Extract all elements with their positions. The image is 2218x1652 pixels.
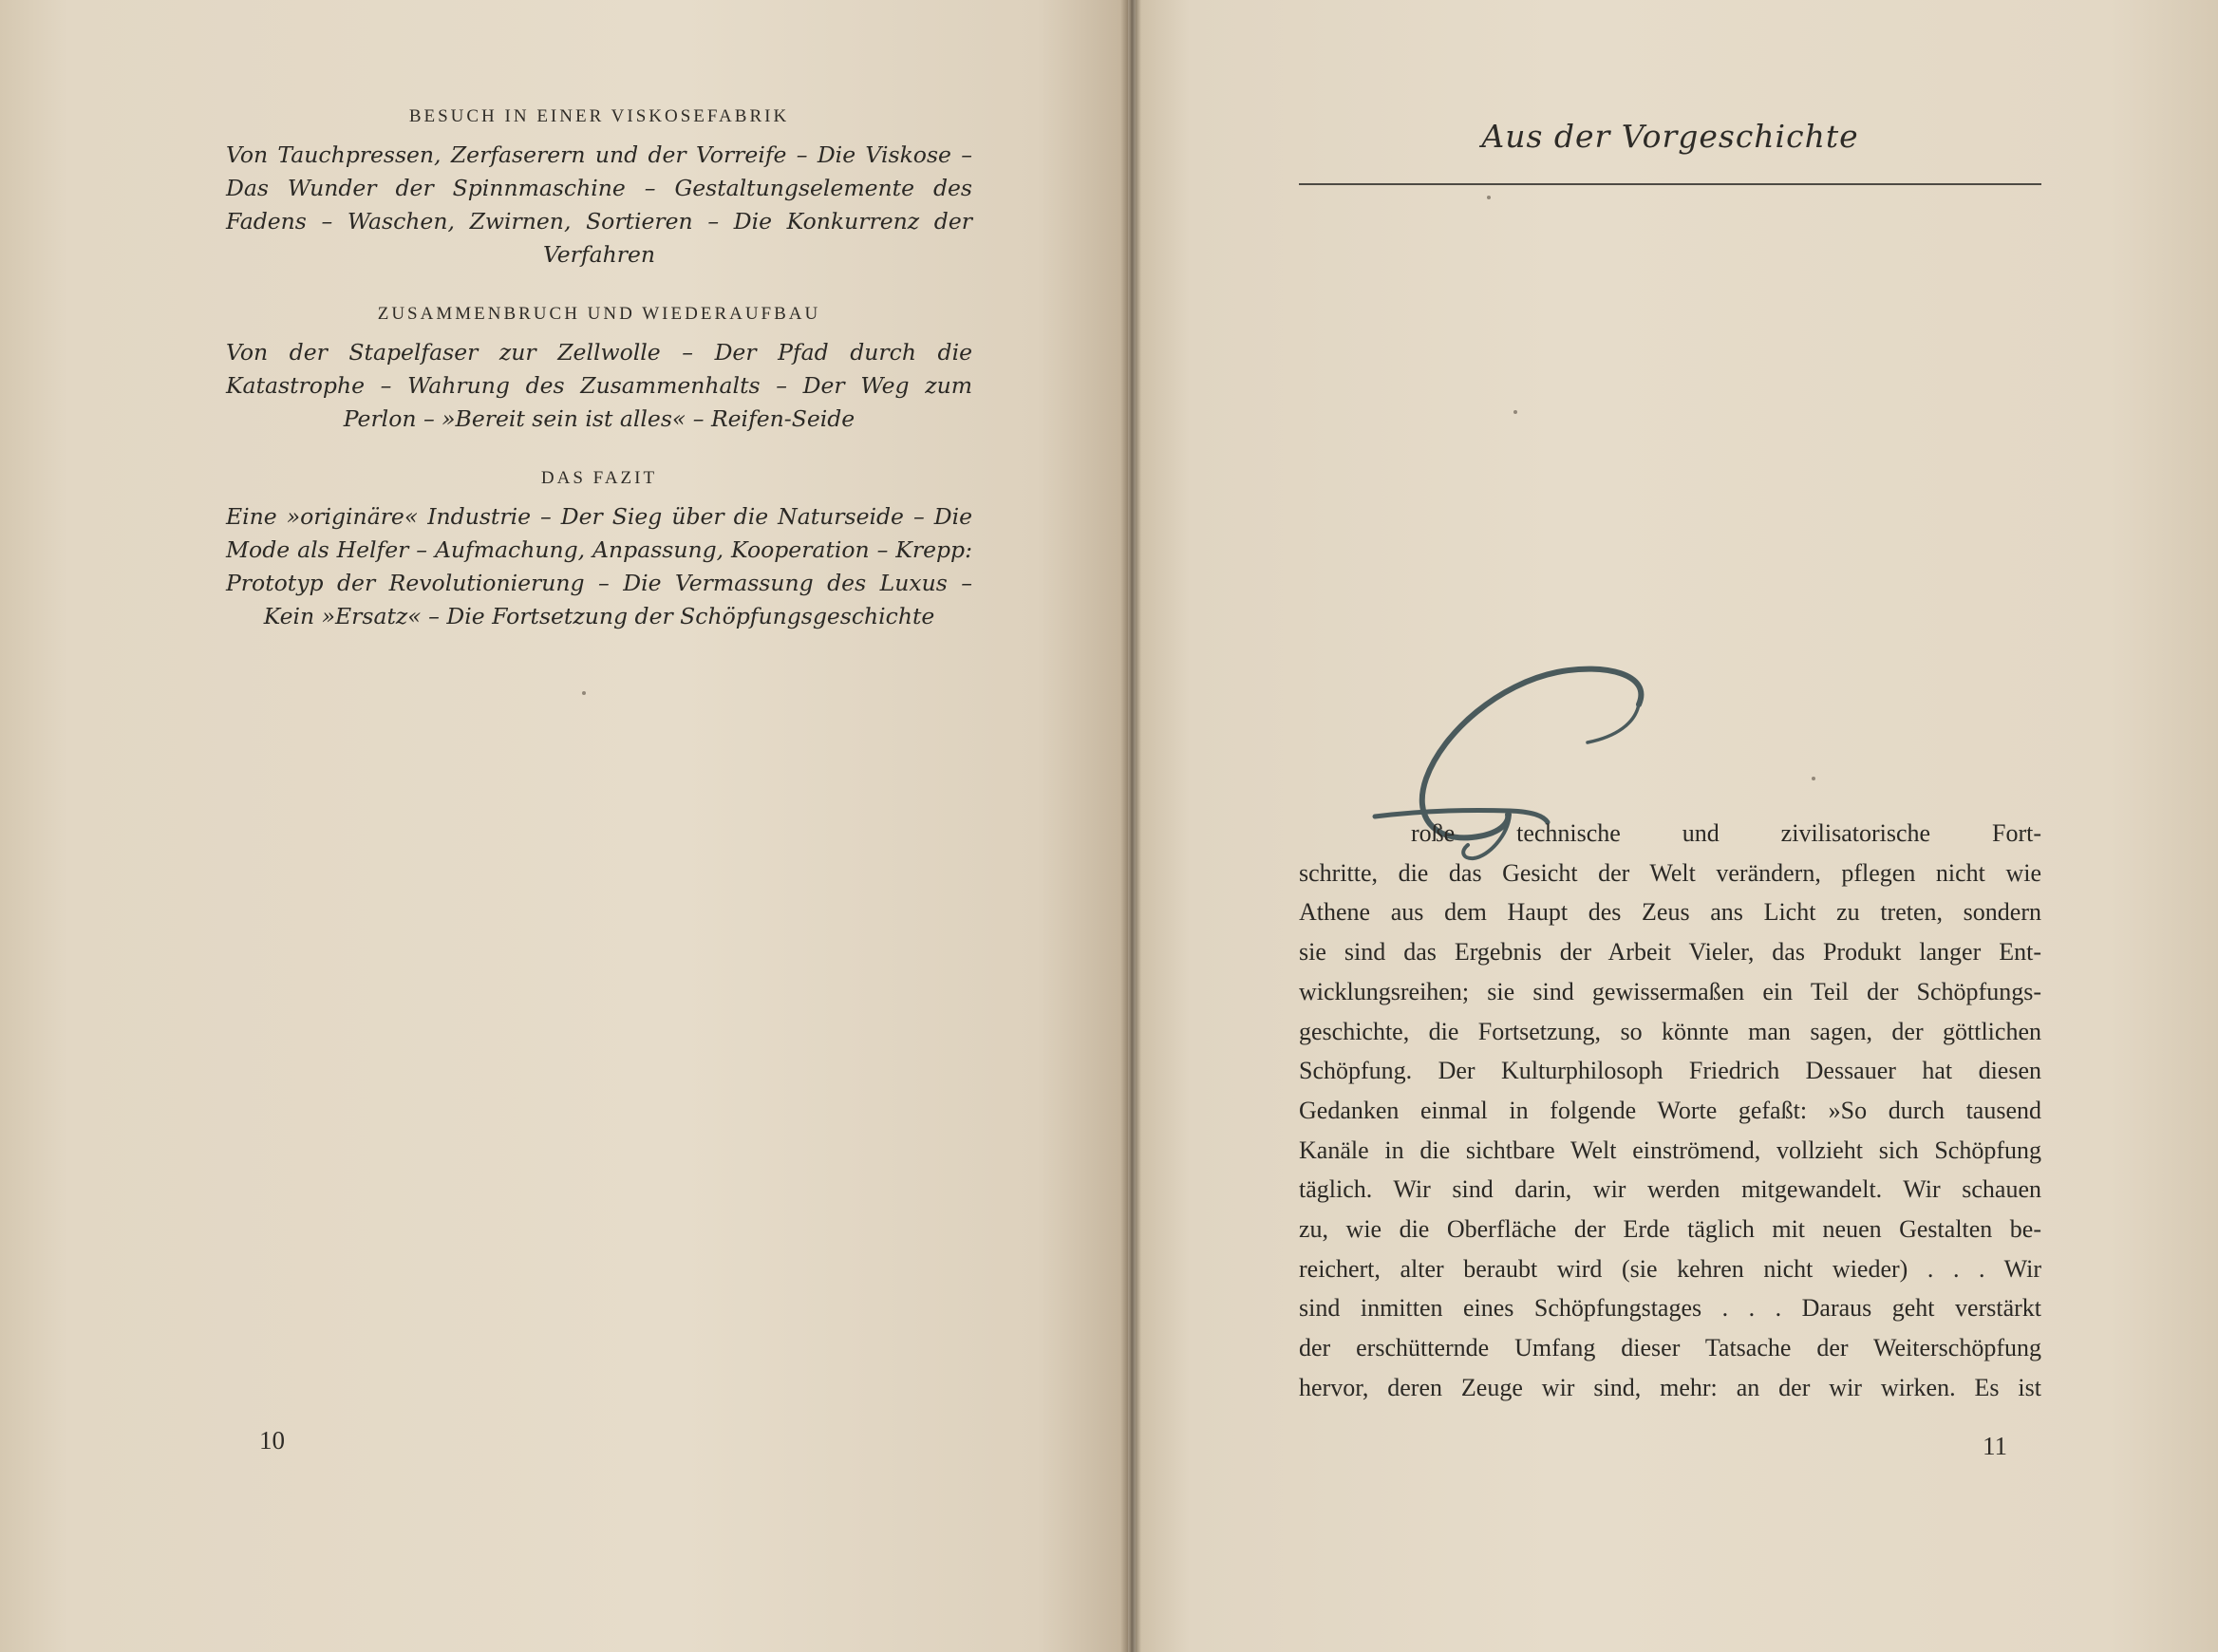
body-line: sie sind das Ergebnis der Arbeit Vieler, das Produkt langer Ent- xyxy=(1299,938,2041,967)
body-line: der erschütternde Umfang dieser Tatsache der Weiterschöpfung xyxy=(1299,1334,2041,1362)
body-line: geschichte, die Fortsetzung, so könnte man sagen, der göttlichen xyxy=(1299,1017,2041,1045)
body-line: Schöpfung. Der Kulturphilosoph Friedrich Dessauer hat diesen xyxy=(1299,1057,2041,1085)
body-line: täglich. Wir sind darin, wir werden mitgewandelt. Wir schauen xyxy=(1299,1175,2041,1204)
body-line: roße technische und zivilisatorische Fort- xyxy=(1411,819,2041,847)
paper-speck xyxy=(1513,410,1517,414)
body-line: schritte, die das Gesicht der Welt verändern, pflegen nicht wie xyxy=(1299,858,2041,887)
body-line: Athene aus dem Haupt des Zeus ans Licht zu treten, sondern xyxy=(1299,898,2041,927)
body-line: wicklungsreihen; sie sind gewissermaßen ein Teil der Schöpfungs- xyxy=(1299,977,2041,1005)
toc-section-body: Von der Stapelfaser zur Zellwolle – Der Pfad durch die Katastrophe – Wahrung des Zusammenhalts – Der Weg zum Perlon – »Bereit sein ist alles« – Reifen-Seide xyxy=(226,339,972,432)
toc-section xyxy=(226,304,972,436)
page-number-right: 11 xyxy=(1983,1432,2007,1460)
table-of-contents xyxy=(226,106,972,666)
toc-section-heading: BESUCH IN EINER VISKOSEFABRIK xyxy=(408,106,790,126)
chapter-title: Aus der Vorgeschichte xyxy=(1481,118,1859,155)
toc-section-heading: DAS FAZIT xyxy=(540,468,658,488)
toc-section xyxy=(226,468,972,633)
body-line: zu, wie die Oberfläche der Erde täglich mit neuen Gestalten be- xyxy=(1299,1215,2041,1244)
body-line: sind inmitten eines Schöpfungstages . . . Daraus geht verstärkt xyxy=(1299,1294,2041,1323)
initial-g-tail xyxy=(1588,704,1639,742)
page-number-left: 10 xyxy=(259,1426,285,1455)
toc-section xyxy=(226,106,972,272)
body-line: Gedanken einmal in folgende Worte gefaßt: »So durch tausend xyxy=(1299,1096,2041,1124)
body-line: hervor, deren Zeuge wir sind, mehr: an der wir wirken. Es ist xyxy=(1299,1373,2041,1401)
chapter-body-text xyxy=(1299,814,2041,1408)
toc-section-body: Eine »originäre« Industrie – Der Sieg über die Naturseide – Die Mode als Helfer – Aufmachung, Anpassung, Kooperation – Krepp: Prototyp der Revolutionierung – Die Vermassung des Luxus – Kein »Ersatz« – Die Fortsetzung der Schöpfungsgeschichte xyxy=(226,503,972,629)
book-gutter xyxy=(1120,0,1141,1652)
toc-section-heading: ZUSAMMENBRUCH UND WIEDERAUFBAU xyxy=(377,304,821,324)
paper-speck xyxy=(1487,196,1491,199)
title-rule xyxy=(1299,183,2041,185)
body-line: reichert, alter beraubt wird (sie kehren nicht wieder) . . . Wir xyxy=(1299,1254,2041,1283)
paper-speck xyxy=(1812,777,1815,780)
toc-section-body: Von Tauchpressen, Zerfaserern und der Vorreife – Die Viskose – Das Wunder der Spinnmaschine – Gestaltungselemente des Fadens – Waschen, Zwirnen, Sortieren – Die Konkurrenz der Verfahren xyxy=(226,141,972,268)
paper-speck xyxy=(582,691,586,695)
body-line: Kanäle in die sichtbare Welt einströmend, vollzieht sich Schöpfung xyxy=(1299,1136,2041,1164)
